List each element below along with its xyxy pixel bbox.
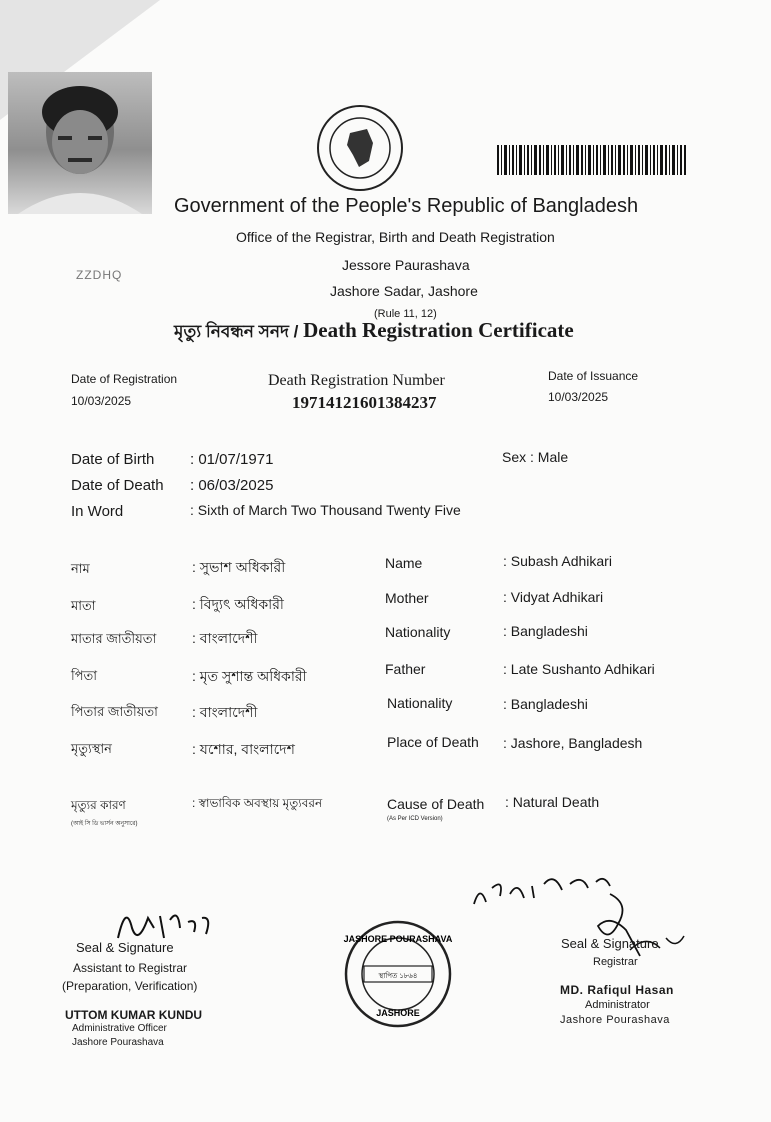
right-officer-office: Jashore Pourashava — [560, 1014, 670, 1026]
office-title: Office of the Registrar, Birth and Death Registration — [236, 229, 555, 245]
detail-en-label: Nationality — [385, 624, 451, 640]
certificate-title-bn: মৃত্যু নিবন্ধন সনদ / — [174, 322, 304, 341]
detail-bn-label: নাম — [71, 561, 90, 576]
barcode — [497, 145, 687, 175]
right-officer-name: MD. Rafiqul Hasan — [560, 983, 674, 997]
rule-reference: (Rule 11, 12) — [374, 308, 437, 320]
date-of-registration-label: Date of Registration — [71, 372, 178, 386]
detail-bn-value: : যশোর, বাংলাদেশ — [192, 741, 295, 757]
municipality-name: Jessore Paurashava — [342, 257, 470, 273]
detail-en-value: : Vidyat Adhikari — [503, 589, 604, 605]
official-seal — [342, 918, 454, 1030]
seal-bottom-text: JASHORE — [376, 1008, 420, 1018]
date-of-issuance-value: 10/03/2025 — [548, 390, 609, 404]
certificate-title-en: Death Registration Certificate — [303, 318, 574, 342]
detail-en-value: : Natural Death — [505, 794, 600, 810]
detail-en-label: Mother — [385, 590, 429, 606]
detail-bn-label: মৃত্যুর কারণ — [71, 798, 126, 812]
detail-en-value: : Bangladeshi — [503, 623, 588, 639]
left-officer-office: Jashore Pourashava — [72, 1037, 164, 1048]
detail-en-value: : Bangladeshi — [503, 696, 588, 712]
date-of-issuance-label: Date of Issuance — [548, 369, 639, 383]
cause-note-en: (As Per ICD Version) — [387, 816, 443, 822]
detail-en-label: Place of Death — [387, 734, 479, 750]
left-role-detail: (Preparation, Verification) — [62, 979, 198, 993]
detail-bn-value: : স্বাভাবিক অবস্থায় মৃত্যুবরন — [192, 796, 323, 810]
registration-number-label: Death Registration Number — [268, 372, 445, 389]
detail-en-value: : Jashore, Bangladesh — [503, 735, 643, 751]
detail-bn-value: : বাংলাদেশী — [192, 704, 258, 720]
cause-note-bn: (আই সি ডি ভার্সন অনুসারে) — [71, 821, 138, 827]
left-role: Assistant to Registrar — [73, 961, 188, 975]
detail-en-label: Father — [385, 661, 426, 677]
government-title: Government of the People's Republic of Bangladesh — [174, 195, 639, 217]
detail-en-value: : Subash Adhikari — [503, 553, 612, 569]
detail-en-label: Name — [385, 555, 423, 571]
detail-bn-label: পিতা — [71, 668, 98, 683]
photo-code: ZZDHQ — [76, 268, 123, 282]
right-seal-label: Seal & Signature — [561, 936, 659, 951]
left-seal-label: Seal & Signature — [76, 940, 174, 955]
date-of-birth-value: : 01/07/1971 — [190, 451, 274, 468]
detail-bn-label: মাতার জাতীয়তা — [71, 631, 157, 646]
detail-bn-label: মৃত্যুস্থান — [71, 741, 112, 756]
right-role: Registrar — [593, 956, 638, 968]
detail-bn-label: পিতার জাতীয়তা — [71, 704, 158, 719]
detail-bn-value: : সুভাশ অধিকারী — [192, 559, 286, 575]
deceased-photo — [8, 72, 152, 214]
date-of-registration-value: 10/03/2025 — [71, 394, 132, 408]
detail-bn-value: : মৃত সুশান্ত অধিকারী — [192, 668, 307, 684]
detail-en-label: Cause of Death — [387, 796, 485, 812]
detail-bn-value: : বাংলাদেশী — [192, 630, 258, 646]
date-of-death-value: : 06/03/2025 — [190, 477, 274, 494]
in-word-label: In Word — [71, 503, 124, 520]
government-emblem — [315, 103, 405, 193]
detail-bn-label: মাতা — [71, 598, 96, 613]
date-of-death-label: Date of Death — [71, 477, 164, 494]
location-name: Jashore Sadar, Jashore — [330, 283, 478, 299]
certificate-title — [174, 318, 574, 347]
in-word-value: : Sixth of March Two Thousand Twenty Five — [190, 502, 461, 518]
left-officer-title: Administrative Officer — [72, 1023, 167, 1034]
detail-en-label: Nationality — [387, 695, 453, 711]
right-officer-title: Administrator — [585, 999, 650, 1011]
registration-number-value: 19714121601384237 — [292, 393, 437, 412]
left-officer-name: UTTOM KUMAR KUNDU — [65, 1008, 203, 1022]
date-of-birth-label: Date of Birth — [71, 451, 155, 468]
detail-bn-value: : বিদ্যুৎ অধিকারী — [192, 596, 284, 612]
sex-value: Sex : Male — [502, 449, 569, 465]
seal-top-text: JASHORE POURASHAVA — [343, 934, 453, 944]
detail-en-value: : Late Sushanto Adhikari — [503, 661, 655, 677]
seal-middle-text: স্থাপিত ১৮৬৪ — [378, 973, 418, 980]
